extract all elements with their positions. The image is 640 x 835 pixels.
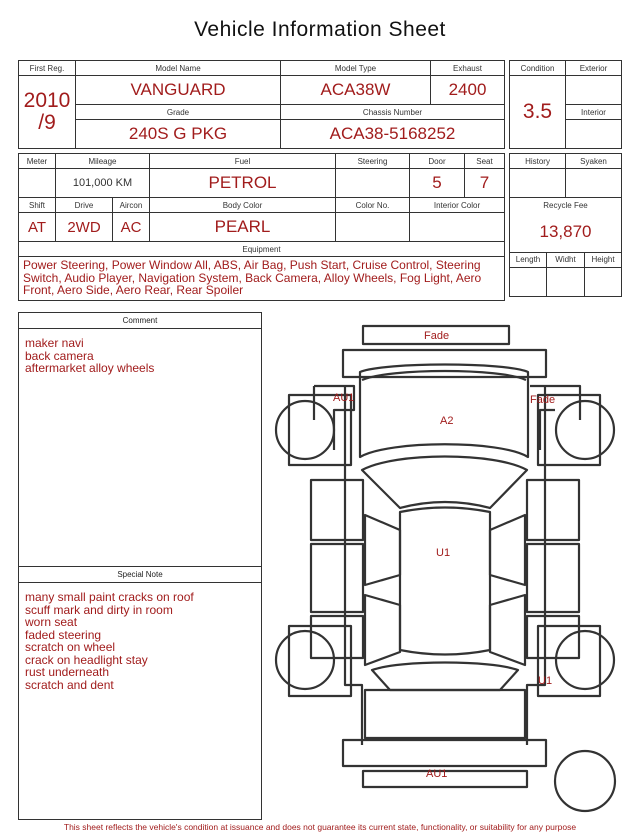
mark-rear-right: U1 bbox=[538, 675, 553, 687]
grade-label: Grade bbox=[76, 105, 281, 120]
mark-rear-bumper: AU1 bbox=[426, 768, 448, 780]
rear-left-wheel bbox=[276, 631, 334, 689]
right-rear-door bbox=[527, 616, 579, 658]
mileage-label: Mileage bbox=[56, 154, 150, 169]
front-right-wheel bbox=[556, 401, 614, 459]
steering-label: Steering bbox=[336, 154, 410, 169]
condition-label: Condition bbox=[510, 61, 566, 76]
seat-label: Seat bbox=[465, 154, 505, 169]
width-label: Widht bbox=[547, 252, 585, 267]
special-note-label: Special Note bbox=[19, 567, 261, 583]
comment-line: maker navi bbox=[25, 336, 84, 350]
color-no-label: Color No. bbox=[336, 198, 410, 213]
fuel-value: PETROL bbox=[150, 169, 336, 198]
special-note-line: scratch and dent bbox=[25, 677, 114, 692]
equipment-value: Power Steering, Power Window All, ABS, Air Bag, Push Start, Cruise Control, Steering Switch, Audio Player, Navigation System, Back Camera, Alloy Wheels, Fog Light, Aero Front, Aero Side, Aero Rear, Rear Spoiler bbox=[19, 257, 505, 301]
length-label: Length bbox=[510, 252, 547, 267]
door-value: 5 bbox=[410, 169, 465, 198]
chassis-value: ACA38-5168252 bbox=[281, 120, 505, 149]
right-rear-window bbox=[490, 595, 525, 665]
shift-value: AT bbox=[19, 213, 56, 242]
recycle-fee-value: 13,870 bbox=[510, 212, 622, 252]
mark-front-right: Fade bbox=[530, 394, 556, 406]
exhaust-value: 2400 bbox=[431, 76, 505, 105]
condition-value: 3.5 bbox=[510, 76, 566, 149]
comment-line: aftermarket alloy wheels bbox=[25, 361, 155, 375]
interior-label: Interior bbox=[566, 105, 622, 120]
front-left-wheel bbox=[276, 401, 334, 459]
model-name-label: Model Name bbox=[76, 61, 281, 76]
comment-line: back camera bbox=[25, 348, 94, 363]
fuel-label: Fuel bbox=[150, 154, 336, 169]
hood-panel bbox=[360, 365, 528, 458]
model-type-label: Model Type bbox=[281, 61, 431, 76]
mark-roof: U1 bbox=[436, 547, 451, 559]
spare-wheel bbox=[555, 751, 615, 811]
meter-label: Meter bbox=[19, 154, 56, 169]
first-reg-month: /9 bbox=[38, 111, 56, 134]
height-label: Height bbox=[585, 252, 622, 267]
special-note-line: scratch on wheel bbox=[25, 640, 116, 654]
left-front-window bbox=[365, 515, 400, 585]
aircon-label: Aircon bbox=[113, 198, 150, 213]
drive-label: Drive bbox=[56, 198, 113, 213]
disclaimer-footer: This sheet reflects the vehicle's condition at issuance and does not guarantee its current state, functionality, or suitability for any purpose bbox=[63, 822, 577, 832]
right-front-fender bbox=[527, 480, 579, 540]
mark-front-bumper: Fade bbox=[424, 330, 450, 342]
syaken-label: Syaken bbox=[566, 154, 622, 169]
special-note-line: many small paint cracks on roof bbox=[25, 590, 194, 604]
special-note-line: rust underneath bbox=[25, 665, 110, 679]
mileage-value: 101,000 KM bbox=[56, 169, 150, 198]
tailgate bbox=[365, 690, 525, 738]
left-rear-window bbox=[365, 595, 400, 665]
history-label: History bbox=[510, 154, 566, 169]
shift-label: Shift bbox=[19, 198, 56, 213]
model-type-value: ACA38W bbox=[281, 76, 431, 105]
right-front-door bbox=[527, 544, 579, 612]
equipment-label: Equipment bbox=[19, 242, 505, 257]
model-name-value: VANGUARD bbox=[76, 76, 281, 105]
sheet-title: Vehicle Information Sheet bbox=[194, 18, 446, 41]
rear-window bbox=[372, 663, 518, 691]
left-front-fender bbox=[311, 480, 363, 540]
door-label: Door bbox=[410, 154, 465, 169]
interior-color-label: Interior Color bbox=[410, 198, 505, 213]
special-note-line: worn seat bbox=[25, 615, 78, 629]
exterior-label: Exterior bbox=[566, 61, 622, 76]
left-rear-door bbox=[311, 616, 363, 658]
right-front-window bbox=[490, 515, 525, 585]
windshield bbox=[362, 457, 527, 509]
chassis-label: Chassis Number bbox=[281, 105, 505, 120]
mark-hood: A2 bbox=[440, 415, 454, 427]
drive-value: 2WD bbox=[56, 213, 113, 242]
special-note-line: scuff mark and dirty in room bbox=[25, 602, 173, 617]
recycle-fee-label: Recycle Fee bbox=[510, 198, 622, 213]
rear-right-wheel bbox=[556, 631, 614, 689]
mark-front-left: AU1 bbox=[333, 392, 355, 404]
left-front-door bbox=[311, 544, 363, 612]
special-note-line: faded steering bbox=[25, 627, 102, 642]
roof-panel bbox=[400, 508, 490, 655]
first-reg-label: First Reg. bbox=[19, 61, 76, 76]
seat-value: 7 bbox=[465, 169, 505, 198]
body-outline-right bbox=[527, 385, 545, 745]
exhaust-label: Exhaust bbox=[431, 61, 505, 76]
rear-bumper bbox=[343, 740, 546, 766]
comment-label: Comment bbox=[19, 313, 261, 329]
body-color-value: PEARL bbox=[150, 213, 336, 242]
body-color-label: Body Color bbox=[150, 198, 336, 213]
special-note-line: crack on headlight stay bbox=[25, 652, 148, 667]
first-reg-year: 2010 bbox=[23, 89, 71, 112]
grade-value: 240S G PKG bbox=[76, 120, 281, 149]
hood-curve bbox=[362, 371, 526, 380]
aircon-value: AC bbox=[113, 213, 150, 242]
